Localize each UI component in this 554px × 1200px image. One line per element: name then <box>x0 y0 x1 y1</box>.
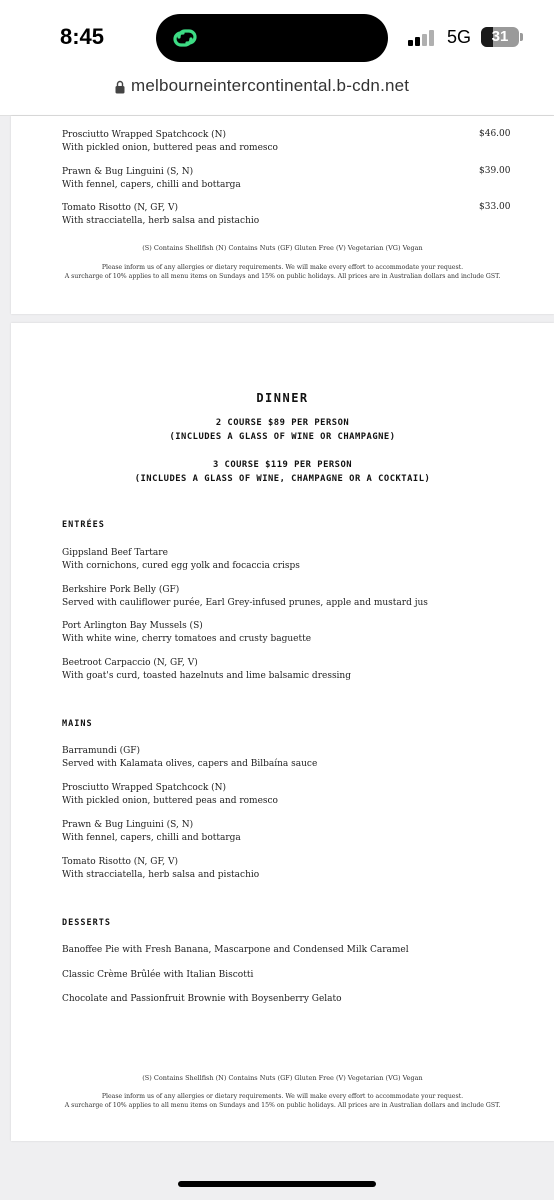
menu-item: Gippsland Beef Tartare With cornichons, cured egg yolk and focaccia crisps <box>62 548 300 571</box>
allergy-note: Please inform us of any allergies or dietary requirements. We will make every effort to accommodate your request. <box>101 264 464 271</box>
item-price: $46.00 <box>479 129 511 139</box>
network-type: 5G <box>447 27 472 47</box>
dessert-item: Chocolate and Passionfruit Brownie with Boysenberry Gelato <box>62 994 342 1004</box>
section-heading-desserts: DESSERTS <box>62 918 111 928</box>
menu-item: Prosciutto Wrapped Spatchcock (N) With pickled onion, buttered peas and romesco <box>62 783 278 806</box>
dietary-legend: (S) Contains Shellfish (N) Contains Nuts (GF) Gluten Free (V) Vegetarian (VG) Vegan <box>142 244 423 252</box>
surcharge-note: A surcharge of 10% applies to all menu items on Sundays and 15% on public holidays. All prices are in Australian dollars and include GST. <box>64 273 501 280</box>
battery-percent: 31 <box>491 28 509 45</box>
menu-page-dinner <box>11 323 554 1141</box>
cellular-signal-icon <box>408 30 438 46</box>
menu-item: Port Arlington Bay Mussels (S) With white wine, cherry tomatoes and crusty baguette <box>62 621 312 644</box>
section-heading-entrees: ENTRÉES <box>62 520 105 530</box>
dynamic-island <box>156 14 388 62</box>
menu-item: Berkshire Pork Belly (GF) Served with cauliflower purée, Earl Grey-infused prunes, apple and mustard jus <box>62 585 428 608</box>
option-2-course: 2 COURSE $89 PER PERSON <box>215 418 350 428</box>
menu-item: Prawn & Bug Linguini (S, N) With fennel, capers, chilli and bottarga <box>62 820 241 843</box>
dietary-legend: (S) Contains Shellfish (N) Contains Nuts (GF) Gluten Free (V) Vegetarian (VG) Vegan <box>142 1074 423 1082</box>
menu-item: Prosciutto Wrapped Spatchcock (N) With pickled onion, buttered peas and romesco <box>62 130 278 153</box>
menu-page-previous <box>11 116 554 314</box>
status-bar <box>0 0 554 72</box>
menu-item: Prawn & Bug Linguini (S, N) With fennel, capers, chilli and bottarga <box>62 167 241 190</box>
surcharge-note: A surcharge of 10% applies to all menu items on Sundays and 15% on public holidays. All prices are in Australian dollars and include GST. <box>64 1102 501 1109</box>
dessert-item: Banoffee Pie with Fresh Banana, Mascarpone and Condensed Milk Caramel <box>62 945 409 955</box>
allergy-note: Please inform us of any allergies or dietary requirements. We will make every effort to accommodate your request. <box>101 1093 464 1100</box>
option-3-course-includes: (INCLUDES A GLASS OF WINE, CHAMPAGNE OR A COCKTAIL) <box>134 474 431 484</box>
menu-item: Beetroot Carpaccio (N, GF, V) With goat's curd, toasted hazelnuts and lime balsamic dressing <box>62 658 351 681</box>
page-title: DINNER <box>256 391 309 405</box>
option-2-course-includes: (INCLUDES A GLASS OF WINE OR CHAMPAGNE) <box>169 432 396 442</box>
link-activity-icon <box>170 24 200 52</box>
menu-item: Tomato Risotto (N, GF, V) With stracciatella, herb salsa and pistachio <box>62 203 260 226</box>
battery-tip <box>520 33 523 41</box>
section-heading-mains: MAINS <box>62 719 93 729</box>
lock-icon <box>115 80 125 94</box>
item-price: $39.00 <box>479 166 511 176</box>
item-price: $33.00 <box>479 202 511 212</box>
menu-item: Tomato Risotto (N, GF, V) With stracciatella, herb salsa and pistachio <box>62 857 260 880</box>
battery-icon <box>481 27 519 47</box>
dessert-item: Classic Crème Brûlée with Italian Biscotti <box>62 970 254 980</box>
clock: 8:45 <box>60 24 105 49</box>
option-3-course: 3 COURSE $119 PER PERSON <box>212 460 353 470</box>
address-bar[interactable] <box>0 72 554 116</box>
url-text[interactable]: melbourneintercontinental.b-cdn.net <box>131 76 410 95</box>
home-indicator[interactable] <box>178 1181 376 1187</box>
menu-item: Barramundi (GF) Served with Kalamata olives, capers and Bilbaína sauce <box>62 746 318 769</box>
